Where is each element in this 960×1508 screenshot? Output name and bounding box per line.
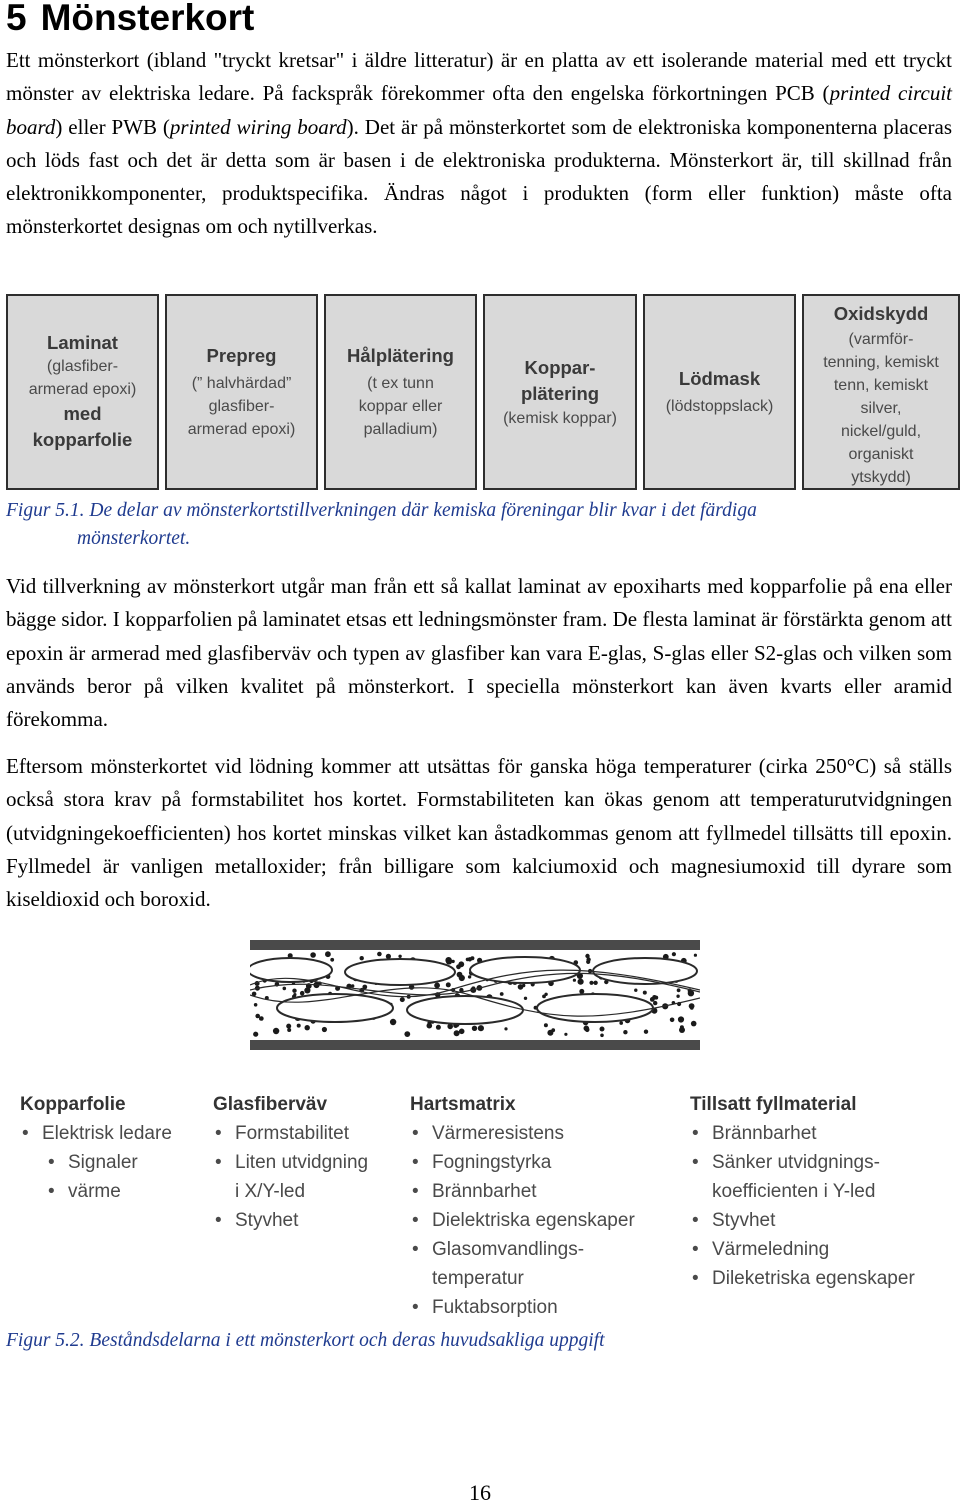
filler-dot [677, 988, 681, 992]
filler-dot [459, 975, 465, 981]
box-title: kopparfolie [32, 429, 133, 450]
filler-dot [459, 1029, 465, 1035]
fiber-bundle [407, 996, 523, 1024]
list-item: • Fogningstyrka [410, 1148, 688, 1177]
paragraph-formstability: Eftersom mönsterkortet vid lödning kommer att utsättas för ganska höga temperaturer (cirka 250°C) så ställs också stora krav på formstabilitet hos kortet. Formstabiliteten kan ökas genom att temperaturutvidgningen (utvidgningekoefficienten) hos kortet minskas vilket kan åstadkommas genom att fyllmedel tillsätts till epoxin. Fyllmedel är vanligen metalloxider; från billigare som kalciumoxid och magnesiumoxid till dyrare som kiseldioxid och boroxid. [6, 754, 952, 912]
box-desc: (varmför- [848, 331, 914, 348]
box-desc: silver, [860, 400, 902, 417]
box-desc: (t ex tunn [367, 374, 434, 392]
filler-dot [584, 1026, 590, 1032]
copper-foil-bottom [250, 1040, 700, 1050]
filler-dot [676, 995, 679, 998]
column-kopparfolie [20, 1090, 210, 1206]
box-desc: (glasfiber- [46, 358, 119, 375]
fiber-bundle [537, 994, 653, 1022]
section-number: 5 [6, 0, 27, 38]
box-title: Prepreg [206, 344, 277, 366]
filler-dot [254, 1003, 258, 1007]
column-title: Tillsatt fyllmaterial [690, 1094, 857, 1115]
box-desc: ytskydd) [851, 469, 911, 486]
column-list [690, 1119, 952, 1293]
filler-dot [305, 1025, 310, 1030]
box-desc: glasfiber- [208, 397, 275, 415]
filler-dot [427, 1023, 433, 1029]
box-halplatering [324, 294, 477, 490]
list-item: • Fuktabsorption [410, 1293, 688, 1322]
filler-dot [672, 952, 676, 956]
figure-pcb-components [0, 940, 960, 1320]
fiber-bundle [345, 959, 455, 985]
copper-foil-top [250, 940, 700, 950]
figure-manufacturing-parts [6, 294, 960, 490]
filler-dot [500, 992, 504, 996]
filler-dot [454, 1030, 460, 1036]
pwb-term: printed wiring board [169, 114, 347, 139]
filler-dot [690, 1006, 694, 1010]
list-item: • Brännbarhet [690, 1119, 952, 1148]
figure-caption-2: Figur 5.2. Beståndsdelarna i ett mönsterkort och deras huvudsakliga uppgift [6, 1330, 605, 1351]
filler-dot [654, 996, 658, 1000]
filler-dot [283, 987, 287, 991]
filler-dot [522, 984, 525, 987]
filler-dot [404, 1031, 410, 1037]
list-item: temperatur [432, 1268, 524, 1289]
filler-dot [325, 951, 331, 957]
filler-dot [330, 958, 334, 962]
box-title: Koppar- [524, 356, 596, 378]
paragraph-intro [6, 44, 952, 244]
paragraph-text: Ett mönsterkort (ibland "tryckt kretsar" i äldre litteratur) är en platta av ett isolerande material med ett tryckt mönster av elektriska ledare. På fackspråk förekommer ofta den engelska förkortningen PCB ( [6, 48, 952, 106]
filler-dot [390, 1019, 396, 1025]
filler-dot [544, 1023, 548, 1027]
filler-dot [653, 1001, 657, 1005]
filler-dot [585, 954, 589, 958]
filler-dot [623, 1030, 627, 1034]
filler-dot [600, 1034, 604, 1038]
filler-dot [436, 1025, 441, 1030]
list-item: • Värmeresistens [410, 1119, 688, 1148]
list-item: • Signaler [20, 1148, 210, 1177]
section-title: Mönsterkort [40, 0, 255, 38]
filler-dot [322, 1027, 327, 1032]
filler-dot [643, 991, 647, 995]
filler-dot [466, 958, 470, 962]
filler-dot [578, 979, 584, 985]
filler-dot [292, 989, 296, 993]
box-desc: (” halvhärdad” [191, 374, 292, 392]
box-desc: tenning, kemiskt [823, 354, 939, 371]
column-hartsmatrix [410, 1090, 688, 1322]
filler-dot [351, 984, 354, 987]
box-laminat [6, 294, 159, 490]
filler-dot [551, 1028, 555, 1032]
filler-dot [398, 955, 401, 958]
filler-dot [273, 1028, 279, 1034]
list-item: koefficienten i Y-led [712, 1181, 876, 1202]
box-kopparplatering [483, 294, 637, 490]
list-item: • Glasomvandlings- [410, 1235, 688, 1264]
filler-dot [694, 954, 697, 957]
column-list [20, 1119, 210, 1206]
column-glasfibervav [213, 1090, 408, 1235]
filler-dot [593, 981, 597, 985]
list-item: • Sänker utvidgnings- [690, 1148, 952, 1177]
list-item: • Dielektriska egenskaper [410, 1206, 688, 1235]
caption-text-cont: mönsterkortet. [77, 528, 191, 549]
filler-dot [300, 991, 305, 996]
section-heading [6, 0, 254, 40]
box-desc: (kemisk koppar) [503, 409, 617, 427]
filler-dot [446, 982, 451, 987]
filler-dot [589, 981, 593, 985]
filler-dot [310, 952, 316, 958]
filler-dot [472, 1026, 477, 1031]
filler-dot [542, 995, 546, 999]
box-title: med [63, 403, 102, 424]
filler-dot [293, 993, 296, 996]
list-item: • Styvhet [690, 1206, 952, 1235]
filler-dot [644, 1030, 648, 1034]
list-item: i X/Y-led [235, 1181, 306, 1202]
list-item: • Brännbarhet [410, 1177, 688, 1206]
filler-dot [362, 985, 367, 990]
filler-dot [504, 1027, 507, 1030]
filler-dot [524, 997, 527, 1000]
filler-dot [468, 975, 471, 978]
filler-dot [297, 1024, 301, 1028]
box-title: plätering [520, 382, 600, 404]
filler-dot [691, 1021, 697, 1027]
laminate-cross-section-illustration [250, 940, 700, 1058]
filler-dot [600, 1027, 605, 1032]
caption-label: Figur 5.1. [6, 500, 85, 521]
box-desc: armerad epoxi) [187, 420, 296, 438]
box-title: Oxidskydd [833, 303, 929, 324]
filler-dot [434, 983, 440, 989]
column-tillsatt-fyllmaterial [690, 1090, 952, 1293]
column-title: Kopparfolie [20, 1094, 126, 1115]
filler-dot [456, 964, 461, 969]
box-prepreg [165, 294, 318, 490]
filler-dot [650, 997, 655, 1002]
column-title: Glasfiberväv [213, 1094, 328, 1115]
box-title: Lödmask [678, 367, 761, 389]
filler-dot [634, 989, 637, 992]
filler-dot [377, 952, 382, 957]
filler-dot [579, 989, 584, 994]
box-desc: koppar eller [358, 397, 443, 415]
paragraph-laminate: Vid tillverkning av mönsterkort utgår man från ett så kallat laminat av epoxiharts med kopparfolie på ena eller bägge sidor. I kopparfolien på laminatet etsas ett ledningsmönster fram. De flesta laminat är förstärkta genom att epoxin är armerad med glasfiberväv och typen av glasfiber kan vara E-glas, S-glas eller S2-glas och vilken som används beror på vilken kvalitet på mönsterkort. I speciella mönsterkort kan även kvarts eller aramid förekomma. [6, 574, 952, 732]
paragraph-text: ) eller PWB ( [55, 114, 170, 139]
list-item: • Dileketriska egenskaper [690, 1264, 952, 1293]
list-item: • Elektrisk ledare [20, 1119, 210, 1148]
filler-dot [287, 1028, 291, 1032]
box-title: Hålplätering [347, 344, 454, 366]
list-item: • Styvhet [213, 1206, 408, 1235]
box-desc: (lödstoppslack) [665, 397, 774, 415]
filler-dot [253, 1032, 258, 1037]
box-lodmask [643, 294, 796, 490]
filler-dot [680, 1025, 684, 1029]
filler-dot [670, 1018, 675, 1023]
filler-dot [564, 1033, 567, 1036]
filler-dot [573, 979, 576, 982]
list-item: • Formstabilitet [213, 1119, 408, 1148]
box-desc: organiskt [848, 446, 914, 463]
caption-text: De delar av mönsterkortstillverkningen där kemiska föreningar blir kvar i det färdiga [89, 500, 757, 521]
box-title: Laminat [47, 332, 118, 353]
list-item: • Liten utvidgning [213, 1148, 408, 1177]
filler-dot [286, 1024, 291, 1029]
box-desc: nickel/guld, [840, 423, 922, 440]
filler-dot [586, 960, 590, 964]
filler-dot [678, 1016, 684, 1022]
column-title: Hartsmatrix [410, 1094, 516, 1115]
list-item: • värme [20, 1177, 210, 1206]
filler-dot [400, 997, 405, 1002]
column-list [410, 1119, 688, 1322]
pcb-term: printed circuit board [6, 81, 953, 139]
filler-dot [619, 1021, 623, 1025]
filler-dot [478, 1025, 484, 1031]
page-number: 16 [469, 1480, 491, 1505]
filler-dot [259, 1017, 262, 1020]
paragraph-text: ). Det är på mönsterkortet som de elektroniska komponenterna placeras och löds fast och det är detta som är basen i de elektroniska produkterna. Mönsterkort är, till skillnad från elektronikkomponenter, produktspecifika. Ändras något i produkten (form eller funktion) måste ofta mönsterkortet designas om och nytillverkas. [6, 114, 952, 239]
box-desc: palladium) [363, 420, 438, 438]
filler-dot [445, 957, 451, 963]
figure-caption-1 [6, 497, 952, 553]
list-item: • Värmeledning [690, 1235, 952, 1264]
box-desc: tenn, kemiskt [833, 377, 929, 394]
column-list [213, 1119, 408, 1235]
box-oxidskydd [802, 294, 960, 490]
filler-dot [360, 956, 364, 960]
box-desc: armerad epoxi) [28, 381, 137, 398]
